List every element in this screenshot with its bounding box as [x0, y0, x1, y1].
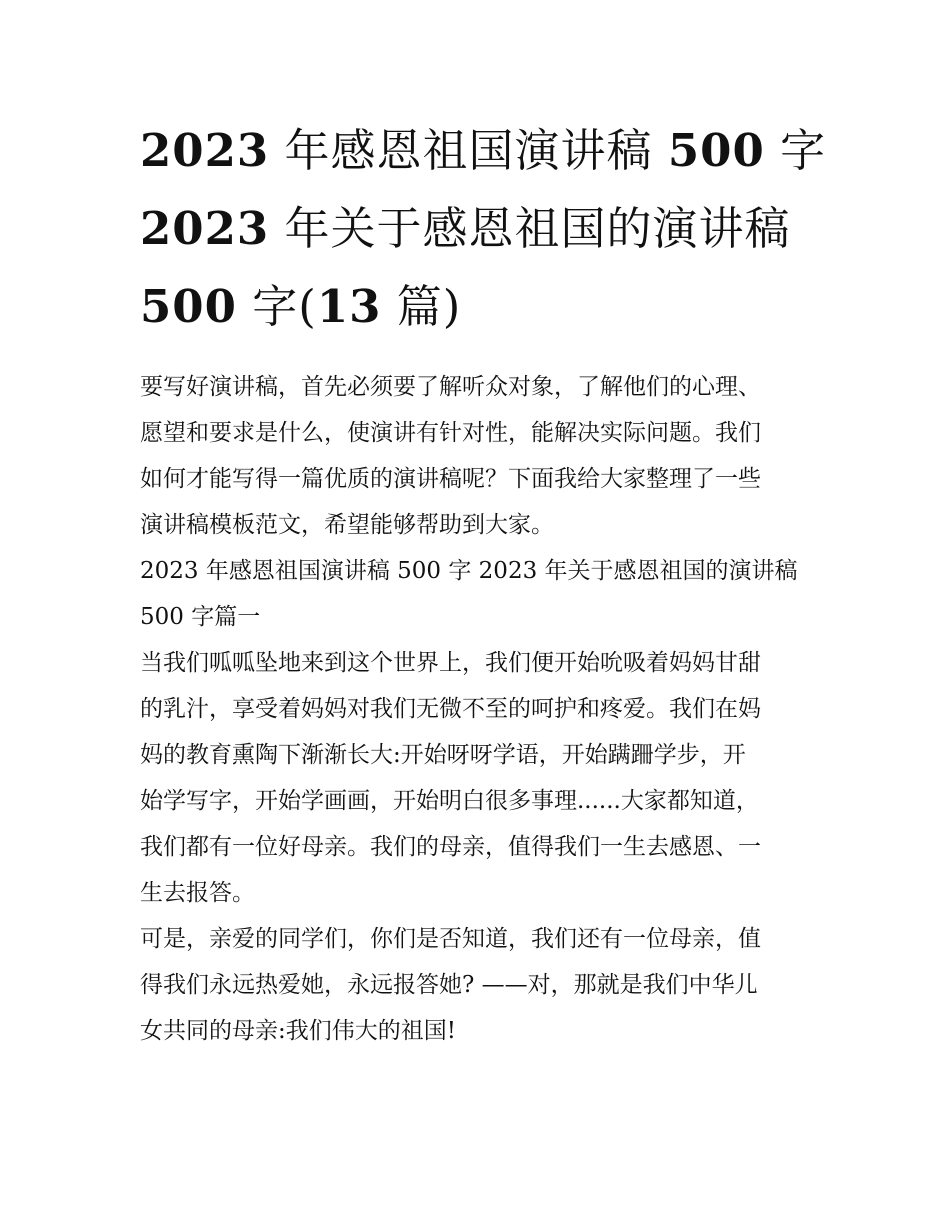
title-number: 13 [316, 280, 382, 333]
title-line [140, 190, 820, 268]
text-line: 得我们永远热爱她，永远报答她? ——对，那就是我们中华儿 [140, 972, 758, 998]
body-paragraph [140, 916, 820, 1054]
text-line: 如何才能写得一篇优质的演讲稿呢？下面我给大家整理了一些 [140, 466, 761, 492]
title-text: 年感恩祖国演讲稿 [269, 124, 668, 177]
title-text: 字( [236, 280, 317, 333]
title-line [140, 112, 827, 190]
text-line: 当我们呱呱坠地来到这个世界上，我们便开始吮吸着妈妈甘甜 [140, 650, 761, 676]
title-number: 2023 [140, 124, 270, 177]
intro-paragraph [140, 364, 820, 548]
text-line: 的乳汁，享受着妈妈对我们无微不至的呵护和疼爱。我们在妈 [140, 696, 761, 722]
text-line: 生去报答。 [140, 880, 255, 906]
section-heading [140, 548, 820, 640]
text-line: 妈的教育熏陶下渐渐长大:开始呀呀学语，开始蹒跚学步，开 [140, 742, 746, 768]
title-line [140, 268, 820, 346]
text-line: 500 字篇一 [140, 604, 261, 630]
body-paragraph [140, 640, 820, 916]
text-line: 始学写字，开始学画画，开始明白很多事理......大家都知道， [140, 788, 759, 814]
document-body [140, 364, 820, 1054]
text-line: 2023 年感恩祖国演讲稿 500 字 2023 年关于感恩祖国的演讲稿 [140, 558, 798, 584]
document-content [140, 112, 827, 1054]
text-line: 可是，亲爱的同学们，你们是否知道，我们还有一位母亲，值 [140, 926, 761, 952]
title-text: 字 [764, 124, 827, 177]
title-text: 篇) [381, 280, 462, 333]
text-line: 女共同的母亲:我们伟大的祖国! [140, 1018, 456, 1044]
title-text: 年关于感恩祖国的演讲稿 [269, 202, 791, 255]
text-line: 我们都有一位好母亲。我们的母亲，值得我们一生去感恩、一 [140, 834, 761, 860]
title-number: 2023 [140, 202, 270, 255]
text-line: 愿望和要求是什么，使演讲有针对性，能解决实际问题。我们 [140, 420, 761, 446]
text-line: 要写好演讲稿，首先必须要了解听众对象，了解他们的心理、 [140, 374, 761, 400]
document-title [140, 112, 827, 346]
title-number: 500 [140, 280, 237, 333]
title-number: 500 [667, 124, 765, 177]
text-line: 演讲稿模板范文，希望能够帮助到大家。 [140, 512, 554, 538]
